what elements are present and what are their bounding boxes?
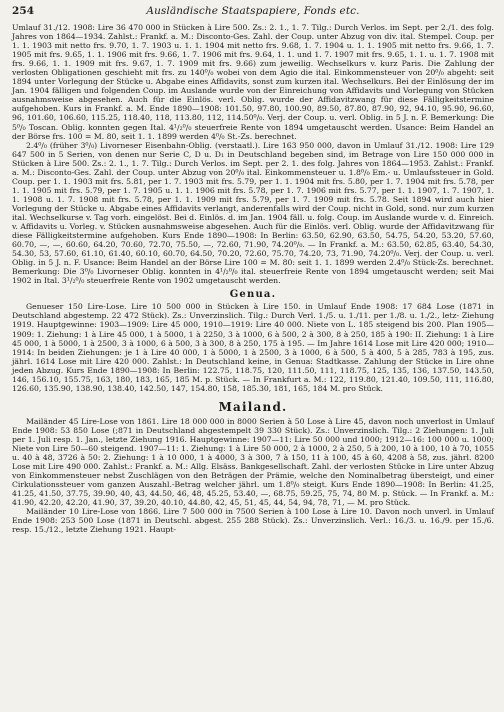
page-number: 254 bbox=[12, 5, 35, 17]
section-heading: Genua. bbox=[229, 289, 277, 301]
page-header bbox=[12, 5, 494, 17]
body-paragraph: Umlauf 31./12. 1908: Lire 36 470 000 in Stücken à Lire 500. Zs.: 2. 1., 1. 7. Tilg.: Durch Verlos. im Sept. per 2./1. des folg. Jahres von 1864—1934. Zahlst.: Frankf. a. M.: Disconto-Ges. Zahl. der Coup. unter Abzug von div. ital. Stempel. Coup. per 1. 1. 1903 mit netto frs. 9.70, 1. 7. 1903 u. 1. 1. 1904 mit netto frs. 9.68, 1. 7. 1904 u. 1. 1. 1905 mit netto frs. 9.66, 1. 7. 1905 mit frs. 9.65, 1. 1. 1906 mit frs. 9.66, 1. 7. 1906 mit frs. 9.64, 1. 1. und 1. 7. 1907 mit frs. 9.65, 1. 1. u. 1. 7. 1908 mit frs. 9.66, 1. 1. 1909 mit frs. 9.67, 1. 7. 1909 mit frs. 9.66) zum jeweilig. Wechselkurs v. kurz Paris. Die Zahlung der verlosten Obligationen geschieht mit frs. zu 140⁰/₀ wobei von dem Agio die ital. Einkommensteuer von 20⁰/₀ abgeht: seit 1894 unter Vorlegung der Stücke u. Abgabe eines Affidavits, sonst zum kurzen ital. Wechselkurs. Bei der Einlösung der im Jan. 1904 fälligen und folgenden Coup. im Auslande wurde von der Einreichung von Affidavits und Vorlegung von Stücken ausnahmsweise abgesehen. Auch für die Einlös. verl. Oblig. wurde der Affidavitzwang für diese Fälligkeitstermine aufgehoben. Kurs in Frankf. a. M. Ende 1890—1908: 101.50, 97.80, 100.90, 89.50, 87.80, 87.90, 92, 94.10, 95.90, 96.60, 96, 101.60, 106.60, 115.25, 118.40, 118, 113.80, 112, 114.50⁰/₀. Verj. der Coup. u. verl. Oblig. in 5 J. n. F. Bemerkung: Die 5⁰/₀ Toscan. Oblig. konnten gegen Ital. 4¹/₂⁰/₀ steuerfreie Rente von 1894 umgetauscht werden. Usance: Beim Handel an der Börse frs. 100 = M. 80, seit 1. 1. 1899 werden 4⁰/₀ St.-Zs. berechnet. bbox=[12, 23, 494, 141]
body-paragraph: 2.4⁰/₀ (früher 3⁰/₀) Livorneser Eisenbahn-Oblig. (verstaatl.). Lire 163 950 000, davon in Umlauf 31./12. 1908: Lire 129 647 500 in 5 Serien, von denen nur Serie C, D u. D₁ in Deutschland begeben sind, im Betrage von Lire 150 000 000 in Stücken à Lire 500. Zs.: 2. 1., 1. 7. Tilg.: Durch Verlos. im Sept. per 2. 1. des folg. Jahres von 1864—1953. Zahlst.: Frankf. a. M.: Disconto-Ges. Zahl. der Coup. unter Abzug von 20⁰/₀ ital. Einkommensteuer u. 1.8⁰/₀ Em.- u. Umlaufssteuer in Gold. Coup. per 1. 1. 1903 mit frs. 5.81, per 1. 7. 1903 mit frs. 5.79, per 1. 1. 1904 mit frs. 5.80, per 1. 7. 1904 mit frs. 5.78, per 1. 1. 1905 mit frs. 5.79, per 1. 7. 1905 u. 1. 1. 1906 mit frs. 5.78, per 1. 7. 1906 mit frs. 5.77, per 1. 1. 1907, 1. 7. 1907, 1. 1. 1908 u. 1. 7. 1908 mit frs. 5.78, per 1. 1. 1909 mit frs. 5.79, per 1. 7. 1909 mit frs. 5.78. Seit 1894 wird auch hier Vorlegung der Stücke u. Abgabe eines Affidavits verlangt, anderenfalls wird der Coup. nicht in Gold, sond. nur zum kurzen ital. Wechselkurse v. Tag vorh. eingelöst. Bei d. Einlös. d. im Jan. 1904 fäll. u. folg. Coup. im Auslande wurde v. d. Einreich. v. Affidavits u. Vorleg. v. Stücken ausnahmsweise abgesehen. Auch für die Einlös. verl. Oblig. wurde der Affidavitzwang für diese Fälligkeitstermine aufgehoben. Kurs Ende 1890—1908: In Berlin: 63.50, 62.90, 63.50, 54.75, 54.20, 53.20, 57.60, 60.70, —, —, 60.60, 64.20, 70.60, 72.70, 75.50, —, 72.60, 71.90, 74.20⁰/₀. — In Frankf. a. M.: 63.50, 62.85, 63.40, 54.30, 54.30, 53, 57.60, 61.10, 61.40, 60.10, 60.70, 64.50, 70.20, 72.60, 75.70, 74.20, 73, 71.90, 74.20⁰/₀. Verj. der Coup. u. verl. Oblig. in 5 J. n. F. Usance: Beim Handel an der Börse Lire 100 = M. 80: seit 1. 1. 1899 werden 2.4⁰/₀ Stück-Zs. berechnet. Bemerkung: Die 3⁰/₀ Livorneser Oblig. konnten in 4¹/₂⁰/₀ ital. steuerfreie Rente von 1894 umgetauscht werden; seit Mai 1902 in Ital. 3¹/₂⁰/₀ steuerfreie Rente von 1902 umgetauscht werden. bbox=[12, 140, 494, 286]
body-paragraph: Genueser 150 Lire-Lose. Lire 10 500 000 in Stücken à Lire 150. in Umlauf Ende 1908: 17 684 Lose (1871 in Deutschland abgestemp. 22 472 Stück). Zs.: Unverzinslich. Tilg.: Durch Verl. 1./5. u. 1./11. per 1./8. u. 1./2., letz- Ziehung 1919. Hauptgewinne: 1903—1909: Lire 45 000, 1910—1919: Lire 40 000. Niete von L. 185 steigend bis 200. Plan 1905—1909: 1. Ziehung: 1 à Lire 45 000, 1 à 5000, 1 à 2250, 3 à 1000, 6 à 500, 2 à 300, 8 à 250, 185 à 190: II. Ziehung: 1 à Lire 45 000, 1 à 5000, 1 à 2500, 3 à 1000, 6 à 500, 3 à 300, 8 à 250, 175 à 195. — Im Jahre 1614 Lose mit Lire 420 000; 1910—1914: In beiden Ziehungen: je 1 à Lire 40 000, 1 à 5000, 1 à 2500, 3 à 1000, 6 à 500, 5 à 400, 5 à 285, 783 à 195, zus. jährl. 1614 Lose mit Lire 420 000. Zahlst.: In Deutschland keine, in Genua: Stadtkasse. Zahlung der Stücke in Lire ohne jeden Abzug. Kurs Ende 1890—1908: In Berlin: 122.75, 118.75, 120, 111.50, 111, 118.75, 125, 135, 136, 137.50, 143.50, 146, 156.10, 155.75, 163, 180, 183, 165, 185 M. p. Stück. — In Frankfurt a. M.: 122, 119.80, 121.40, 109.50, 111, 116.80, 126.60, 135.90, 138.90, 138.40, 142.50, 147, 154.80, 158, 185.30, 181, 165, 184 M. pro Stück. bbox=[12, 302, 494, 393]
body-paragraph: Mailänder 45 Lire-Lose von 1861. Lire 18 000 000 in 8000 Serien à 50 Lose à Lire 45, davon noch unverlost in Umlauf Ende 1908: 53 850 Lose (;871 in Deutschland abgestempelt 39 330 Stück). Zs.: Unverzinslich. Tilg.: 2 Ziehungen: 1. Juli per 1. Juli resp. 1. Jan., letzte Ziehung 1916. Hauptgewinne: 1907—11: Lire 50 000 und 1000; 1912—16: 100 000 u. 1000; Niete von Lire 50—60 steigend. 1907—11: 1. Ziehung: 1 à Lire 50 000, 2 à 1000, 2 à 250, 5 à 200, 10 à 100, 10 à 70, 1055 u. 40 à 48, 3726 à 50: 2. Ziehung: 1 à 10 000, 1 à 4000, 3 à 300, 7 à 150, 11 à 100, 45 à 60, 4208 à 58, zus. jährl. 8200 Lose mit Lire 490 000. Zahlst.: Frankf. a. M.: Allg. Elsäss. Bankgesellschaft. Zahl. der verlosten Stücke in Lire unter Abzug von Einkommensteuer nebst Zuschlägen von den Beträgen der Prämie, welche den Nominalbetrag übersteigt, und einer Cirkulationssteuer vom ganzen Auszahl.-Betrag welcher jährl. um 1.8⁰/₀ steigt. Kurs Ende 1890—1908: In Berlin: 41.25, 41.25, 41.50, 37.75, 39.90, 40, 43, 44.50, 46, 48, 45.25, 53.40, —, 68.75, 59.25, 75, 74, 80 M. p. Stück. — In Frankf. a. M.: 41.90, 42.20, 42.20, 41.90, 37, 39.20, 40.10, 44.80, 42, 45, 51, 45, 44, 54, 94, 78, 71, — M. pro Stück. bbox=[12, 416, 494, 508]
body-paragraph: Mailänder 10 Lire-Lose von 1866. Lire 7 500 000 in 7500 Serien à 100 Lose à Lire 10. Davon noch unverl. in Umlauf Ende 1908: 253 500 Lose (1871 in Deutschl. abgest. 255 288 Stück). Zs.: Unverzinslich. Verl.: 16./3. u. 16./9. per 15./6. resp. 15./12., letzte Ziehung 1921. Haupt- bbox=[12, 507, 494, 535]
running-title: Ausländische Staatspapiere, Fonds etc. bbox=[146, 5, 360, 17]
section-heading: Mailand. bbox=[218, 399, 288, 414]
